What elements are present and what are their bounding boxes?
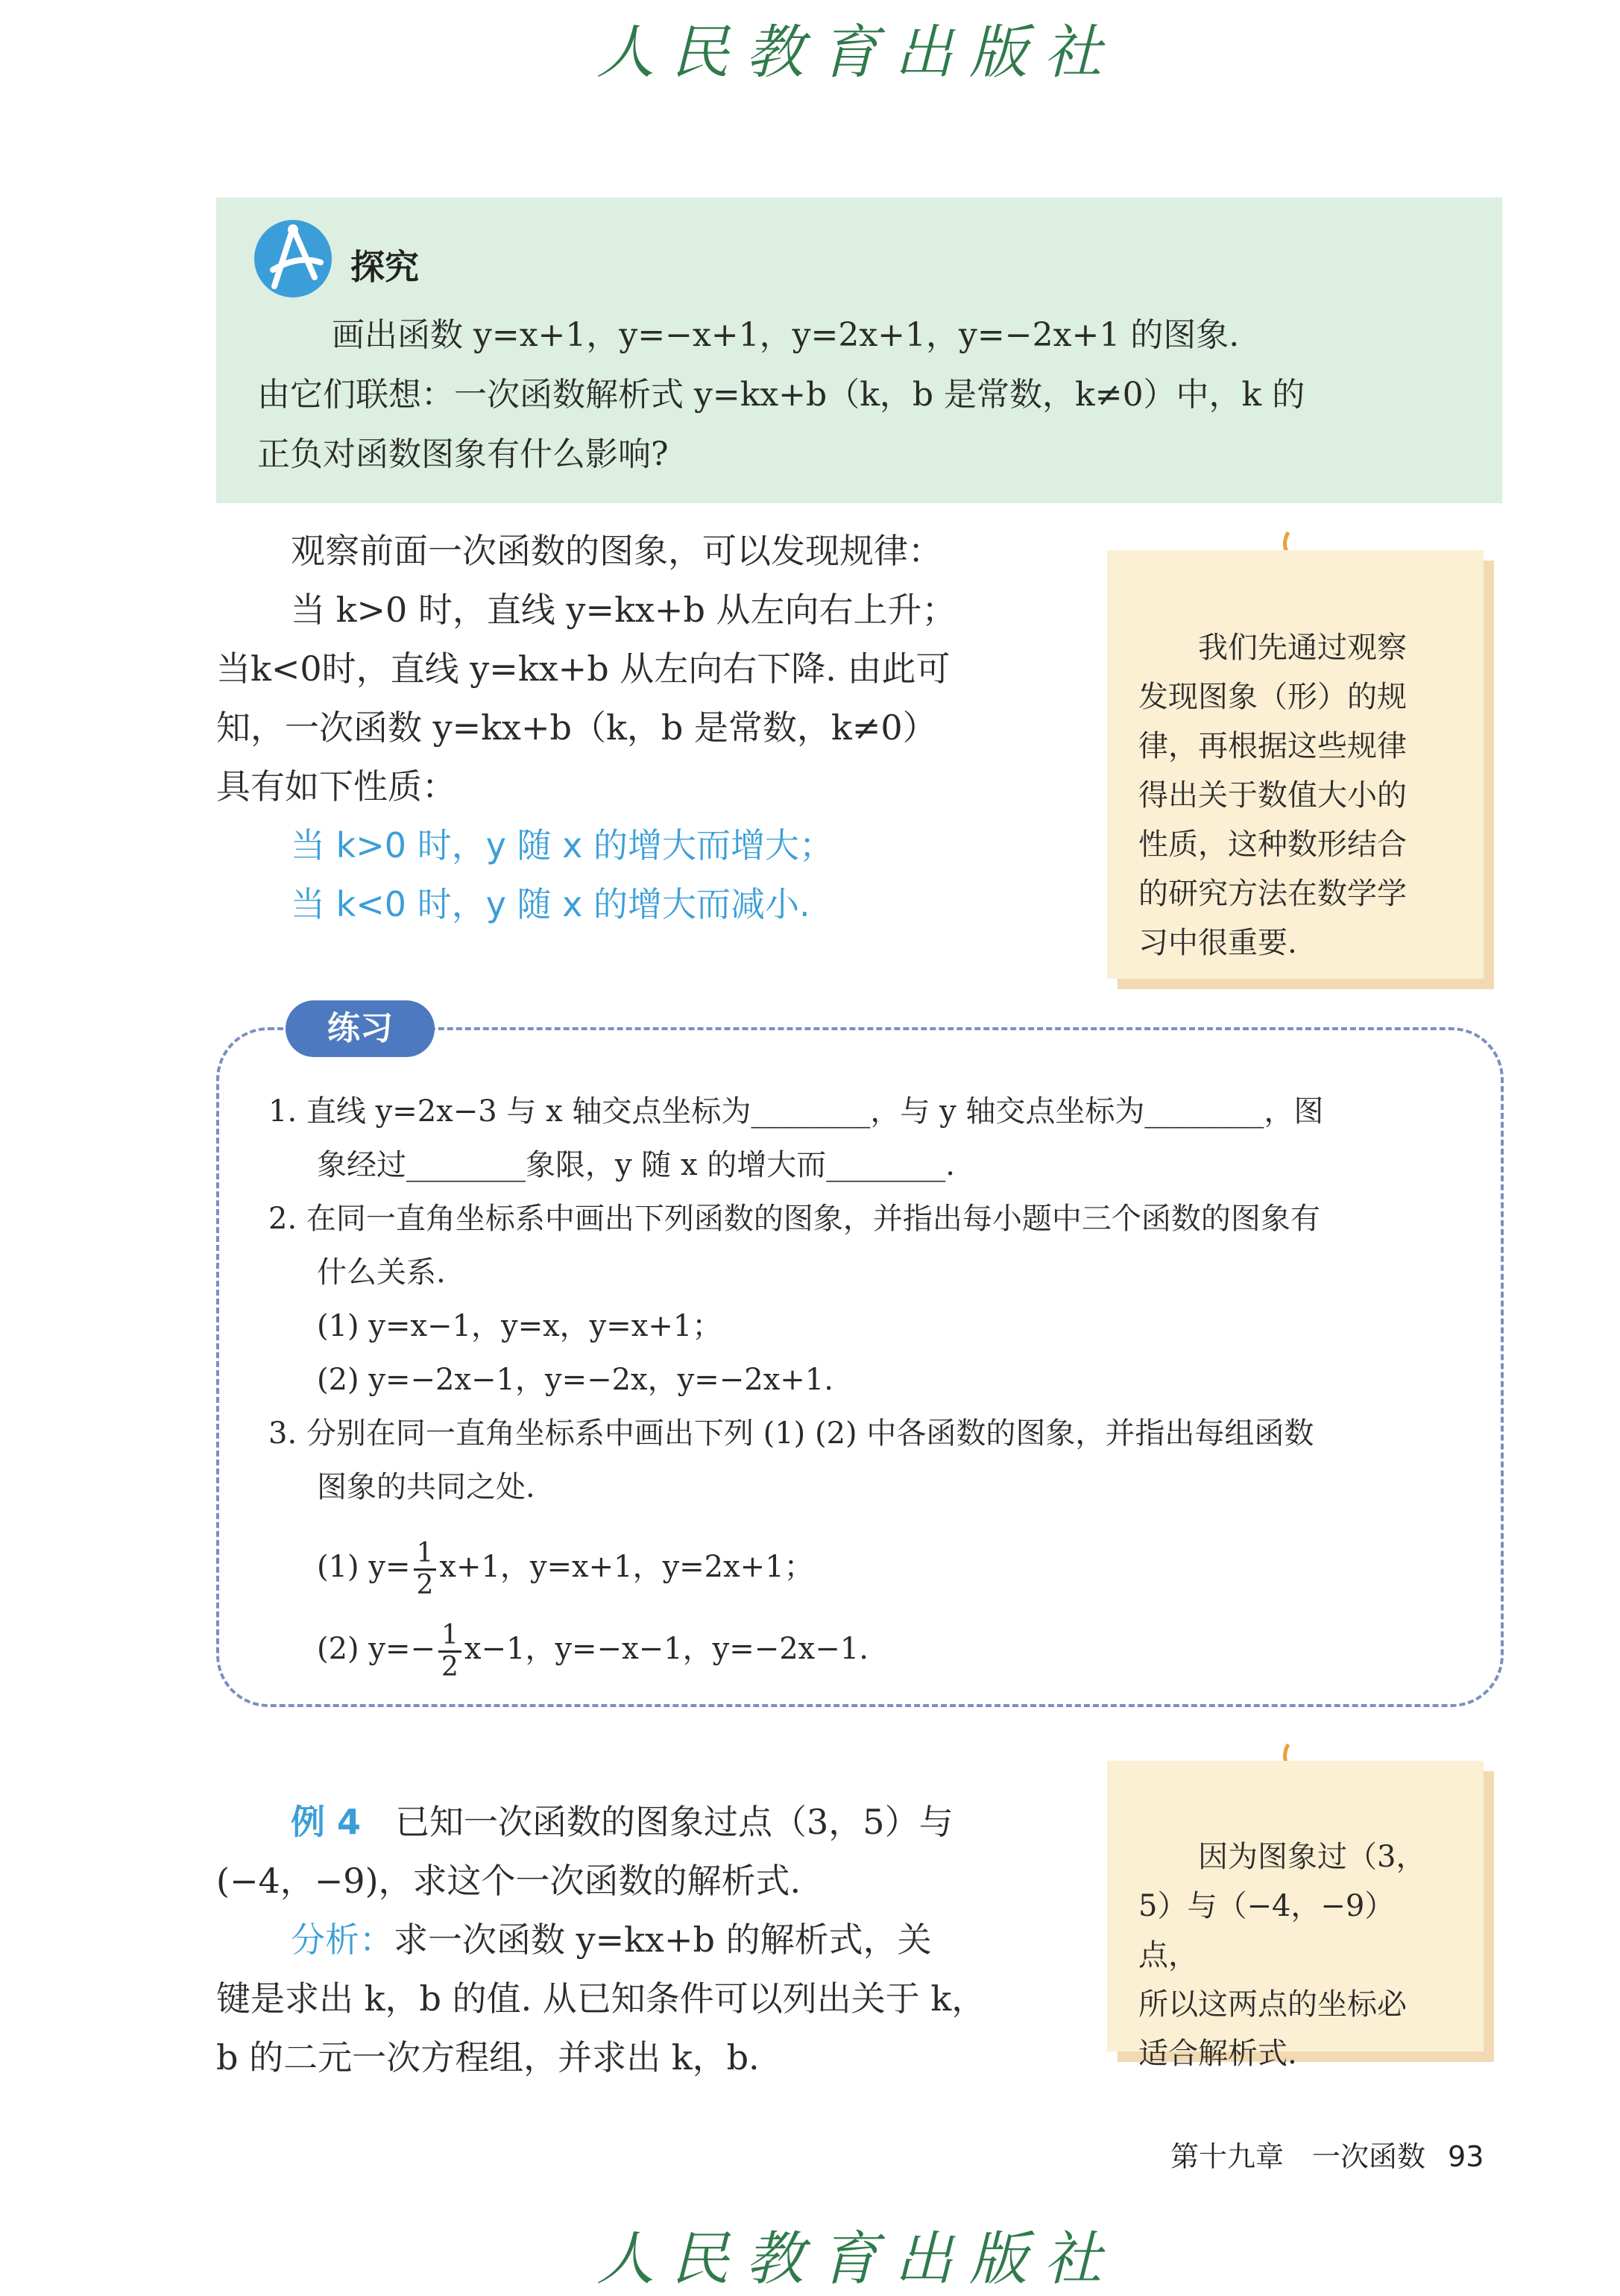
practice-line: (2) y=−2x−1，y=−2x，y=−2x+1. bbox=[317, 1363, 833, 1397]
note-line: 律，再根据这些规律 bbox=[1138, 729, 1407, 763]
explore-text bbox=[257, 306, 1476, 485]
explore-line: 画出函数 y=x+1，y=−x+1，y=2x+1，y=−2x+1 的图象. bbox=[332, 316, 1240, 354]
practice-line: 图象的共同之处. bbox=[317, 1470, 535, 1504]
analysis-line: 分析：求一次函数 y=kx+b 的解析式，关 bbox=[291, 1920, 932, 1960]
page-footer bbox=[1170, 2133, 1484, 2174]
note-line: 适合解析式. bbox=[1138, 2037, 1297, 2071]
analysis-line: 键是求出 k，b 的值. 从已知条件可以列出关于 k， bbox=[216, 1978, 986, 2019]
property-decreasing: 当 k<0 时，y 随 x 的增大而减小. bbox=[291, 884, 810, 924]
analysis-line: b 的二元一次方程组，并求出 k，b. bbox=[216, 2037, 760, 2078]
note-line: 所以这两点的坐标必 bbox=[1138, 1987, 1407, 2022]
explore-title: 探究 bbox=[350, 247, 419, 287]
note-line: 5）与（−4，−9）点， bbox=[1138, 1889, 1395, 1972]
publisher-logo-top: 人民教育出版社 bbox=[596, 19, 1119, 86]
note-line: 得出关于数值大小的 bbox=[1138, 778, 1407, 813]
note-line: 发现图象（形）的规 bbox=[1138, 680, 1407, 714]
page-number: 93 bbox=[1448, 2140, 1484, 2173]
example-line: (−4，−9)，求这个一次函数的解析式. bbox=[216, 1861, 801, 1901]
example-line: 例 4 已知一次函数的图象过点（3，5）与 bbox=[291, 1802, 954, 1842]
practice-line: (1) y=x−1，y=x，y=x+1； bbox=[317, 1309, 722, 1343]
main-line: 当 k>0 时，直线 y=kx+b 从左向右上升； bbox=[291, 590, 956, 630]
main-line: 具有如下性质： bbox=[216, 766, 456, 807]
note-line: 因为图象过（3， bbox=[1198, 1840, 1426, 1874]
note-line: 习中很重要. bbox=[1138, 926, 1297, 960]
main-text bbox=[216, 522, 1055, 934]
practice-q3-2: (2) y=− $\frac{1}{2}$ x−1，y=−x−1，y=−2x−1. bbox=[317, 1619, 869, 1682]
practice-line: 什么关系. bbox=[317, 1255, 446, 1290]
chapter-title: 第十九章 一次函数 bbox=[1170, 2140, 1426, 2173]
fraction: $\frac{1}{2}$ bbox=[414, 1539, 437, 1600]
practice-q3-1: (1) y= $\frac{1}{2}$ x+1，y=x+1，y=2x+1； bbox=[317, 1537, 814, 1600]
note-line: 性质，这种数形结合 bbox=[1138, 827, 1407, 862]
explore-line: 正负对函数图象有什么影响? bbox=[257, 435, 669, 473]
practice-line: 1. 直线 y=2x−3 与 x 轴交点坐标为________，与 y 轴交点坐标为________，图 bbox=[268, 1094, 1324, 1129]
analysis-label: 分析： bbox=[291, 1920, 394, 1960]
explore-line: 由它们联想：一次函数解析式 y=kx+b（k，b 是常数，k≠0）中，k 的 bbox=[257, 376, 1305, 414]
practice-line: 2. 在同一直角坐标系中画出下列函数的图象，并指出每小题中三个函数的图象有 bbox=[268, 1202, 1320, 1236]
property-increasing: 当 k>0 时，y 随 x 的增大而增大； bbox=[291, 825, 834, 865]
example-label: 例 4 bbox=[291, 1802, 362, 1842]
main-line: 当k<0时，直线 y=kx+b 从左向右下降. 由此可 bbox=[216, 649, 951, 689]
side-note-2 bbox=[1107, 1761, 1484, 2071]
compass-icon bbox=[252, 218, 334, 300]
main-line: 观察前面一次函数的图象，可以发现规律： bbox=[291, 531, 942, 571]
note-line: 我们先通过观察 bbox=[1198, 631, 1407, 665]
fraction: $\frac{1}{2}$ bbox=[438, 1621, 461, 1682]
example-4 bbox=[216, 1793, 1055, 2087]
side-note-1 bbox=[1107, 550, 1484, 979]
publisher-logo-bottom: 人民教育出版社 bbox=[596, 2226, 1119, 2293]
practice-line: 3. 分别在同一直角坐标系中画出下列 (1) (2) 中各函数的图象，并指出每组函数 bbox=[268, 1416, 1314, 1451]
practice-tag: 练习 bbox=[286, 1000, 435, 1057]
main-line: 知，一次函数 y=kx+b（k，b 是常数，k≠0） bbox=[216, 707, 937, 748]
practice-text bbox=[268, 1085, 1476, 1690]
note-line: 的研究方法在数学学 bbox=[1138, 877, 1407, 911]
practice-line: 象经过________象限，y 随 x 的增大而________. bbox=[317, 1148, 956, 1182]
